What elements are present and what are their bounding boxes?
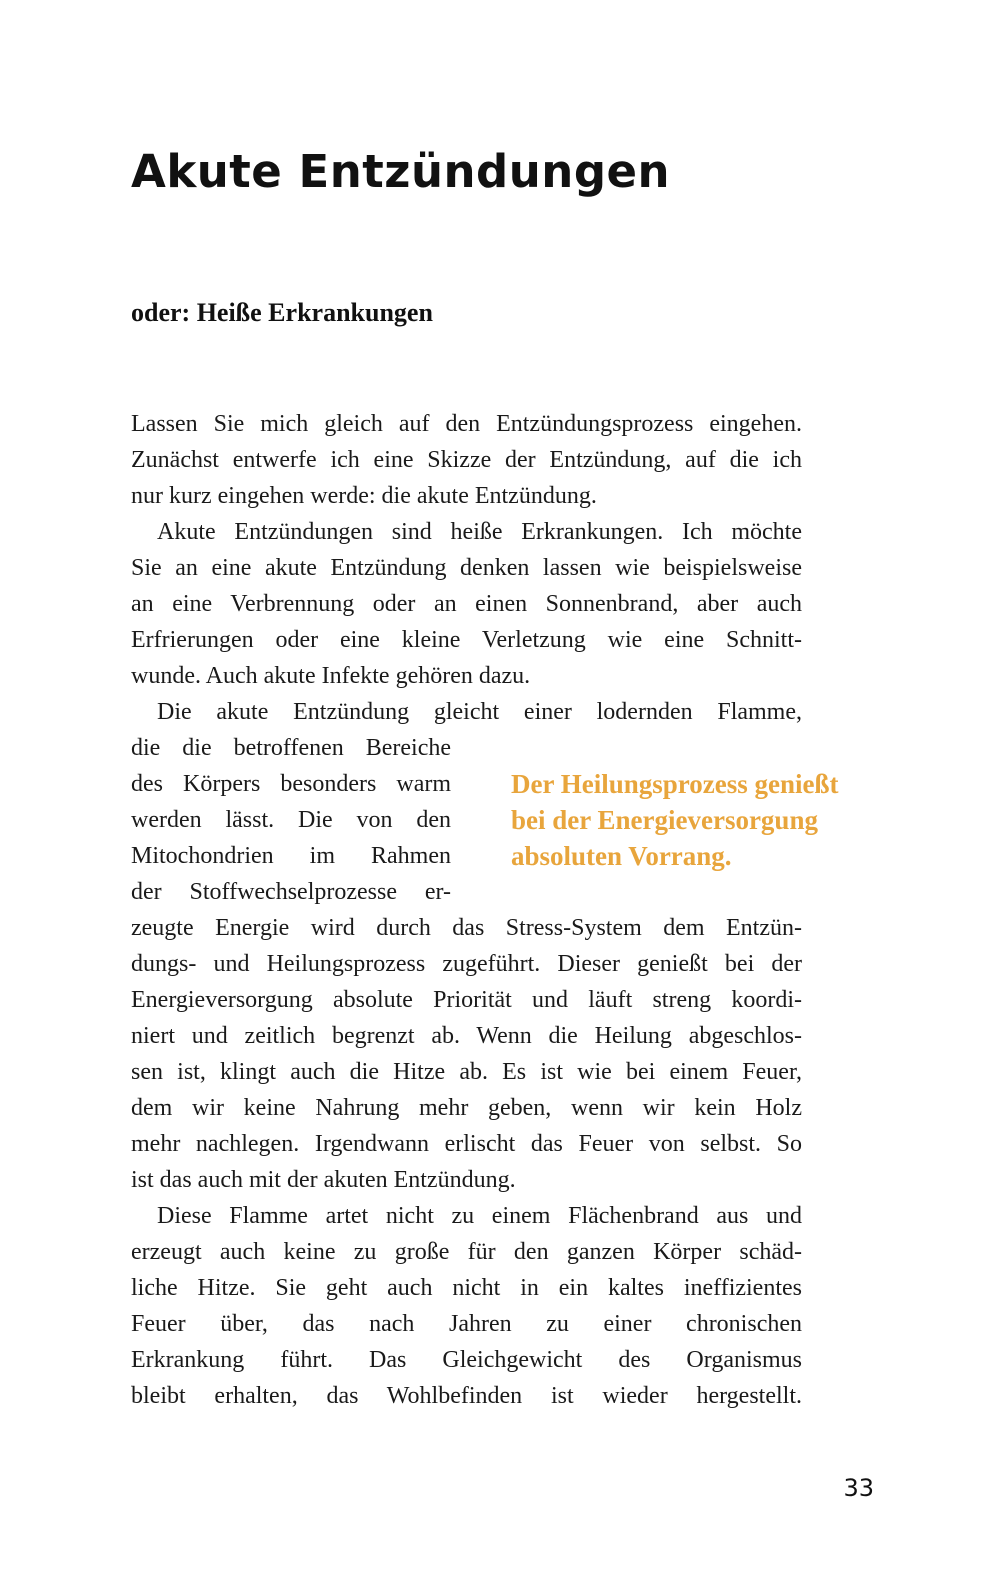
chapter-subtitle: oder: Heiße Erkrankungen — [131, 298, 433, 327]
chapter-title: Akute Entzündungen — [131, 145, 671, 198]
text-line: niert und zeitlich begrenzt ab. Wenn die Heilung abgeschlos- — [131, 1023, 802, 1049]
text-line: wunde. Auch akute Infekte gehören dazu. — [131, 663, 531, 689]
text-line: werden lässt. Die von den — [131, 807, 451, 833]
text-line: erzeugt auch keine zu große für den ganzen Körper schäd- — [131, 1239, 802, 1265]
text-line: Erfrierungen oder eine kleine Verletzung wie eine Schnitt- — [131, 627, 802, 653]
text-line: Lassen Sie mich gleich auf den Entzündungsprozess eingehen. — [131, 411, 802, 437]
pull-quote-line: absoluten Vorrang. — [511, 841, 732, 871]
text-line: nur kurz eingehen werde: die akute Entzündung. — [131, 483, 597, 509]
text-line: ist das auch mit der akuten Entzündung. — [131, 1167, 516, 1193]
text-line: Zunächst entwerfe ich eine Skizze der Entzündung, auf die ich — [131, 447, 802, 473]
text-line: Die akute Entzündung gleicht einer lodernden Flamme, — [157, 699, 802, 725]
pull-quote-line: Der Heilungsprozess genießt — [511, 769, 839, 799]
text-line: Akute Entzündungen sind heiße Erkrankungen. Ich möchte — [157, 519, 802, 545]
text-line: bleibt erhalten, das Wohlbefinden ist wieder hergestellt. — [131, 1383, 802, 1409]
text-line: Sie an eine akute Entzündung denken lassen wie beispielsweise — [131, 555, 802, 581]
page-number: 33 — [843, 1474, 874, 1502]
paragraph-2 — [131, 514, 802, 694]
text-line: liche Hitze. Sie geht auch nicht in ein kaltes ineffizientes — [131, 1275, 802, 1301]
text-line: mehr nachlegen. Irgendwann erlischt das Feuer von selbst. So — [131, 1131, 802, 1157]
text-line: des Körpers besonders warm — [131, 771, 451, 797]
pull-quote-line: bei der Energieversorgung — [511, 805, 818, 835]
text-line: dem wir keine Nahrung mehr geben, wenn wir kein Holz — [131, 1095, 802, 1121]
text-line: Mitochondrien im Rahmen — [131, 843, 451, 869]
text-line: der Stoffwechselprozesse er- — [131, 879, 451, 905]
text-line: Feuer über, das nach Jahren zu einer chronischen — [131, 1311, 802, 1337]
text-line: an eine Verbrennung oder an einen Sonnenbrand, aber auch — [131, 591, 802, 617]
paragraph-1 — [131, 406, 802, 514]
text-line: zeugte Energie wird durch das Stress-System dem Entzün- — [131, 915, 802, 941]
body-text — [131, 406, 802, 1414]
text-line: die die betroffenen Bereiche — [131, 735, 451, 761]
text-line: sen ist, klingt auch die Hitze ab. Es ist wie bei einem Feuer, — [131, 1059, 802, 1085]
pull-quote — [511, 766, 871, 874]
paragraph-4 — [131, 1198, 802, 1414]
text-line: dungs- und Heilungsprozess zugeführt. Dieser genießt bei der — [131, 951, 802, 977]
text-line: Energieversorgung absolute Priorität und läuft streng koordi- — [131, 987, 802, 1013]
text-line: Erkrankung führt. Das Gleichgewicht des Organismus — [131, 1347, 802, 1373]
text-line: Diese Flamme artet nicht zu einem Flächenbrand aus und — [157, 1203, 802, 1229]
